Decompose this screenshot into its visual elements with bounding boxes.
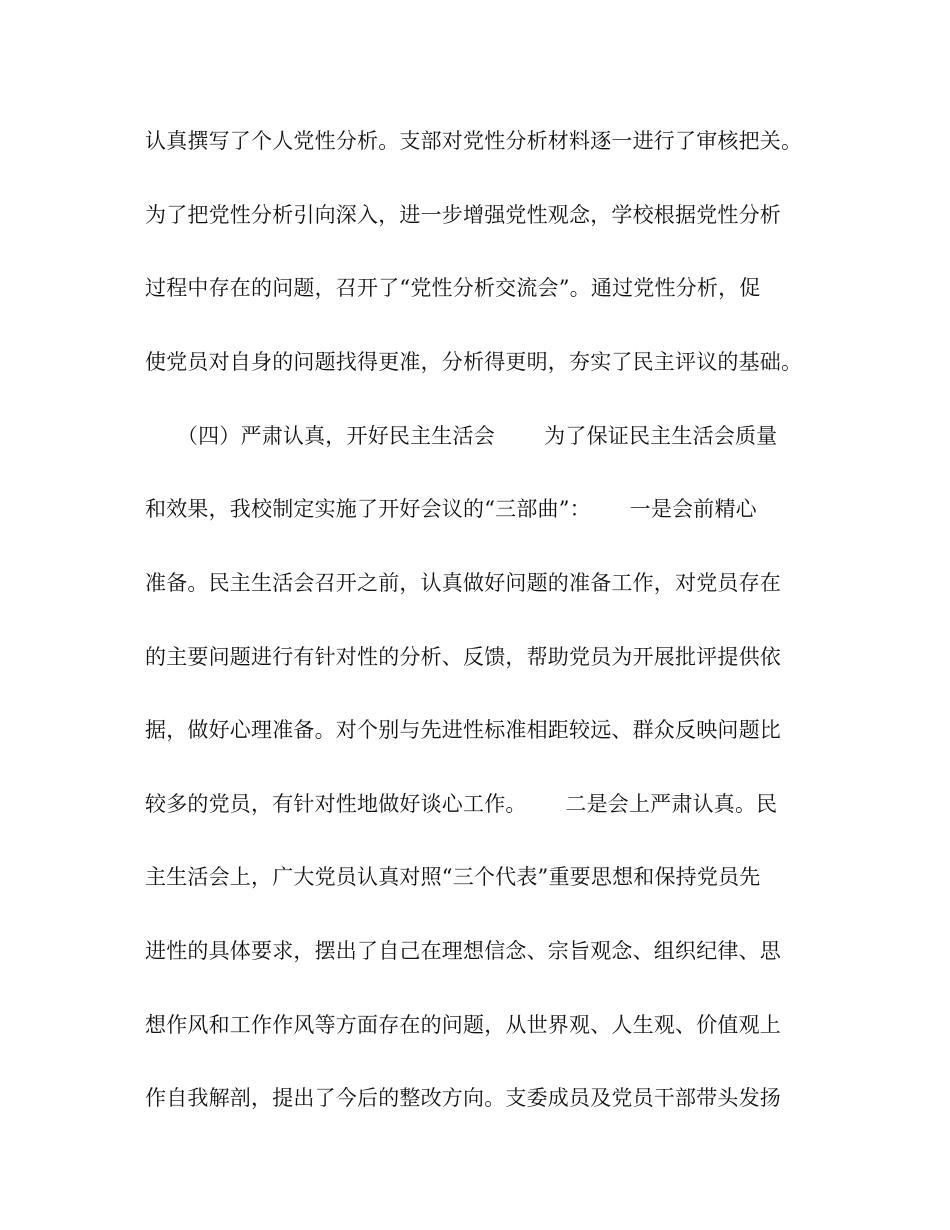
text-line: 的主要问题进行有针对性的分析、反馈，帮助党员为开展批评提供依 — [145, 645, 781, 669]
text-line: 较多的党员，有针对性地做好谈心工作。 二是会上严肃认真。民 — [145, 792, 778, 816]
text-line: 主生活会上，广大党员认真对照“三个代表”重要思想和保持党员先 — [145, 865, 761, 889]
text-line: 为了把党性分析引向深入，进一步增强党性观念，学校根据党性分析 — [145, 203, 781, 227]
text-line: 认真撰写了个人党性分析。支部对党性分析材料逐一进行了审核把关。 — [145, 129, 803, 153]
text-line: 作自我解剖，提出了今后的整改方向。支委成员及党员干部带头发扬 — [145, 1086, 781, 1110]
text-line: 和效果，我校制定实施了开好会议的“三部曲”： 一是会前精心 — [145, 497, 757, 521]
text-line: 准备。民主生活会召开之前，认真做好问题的准备工作，对党员存在 — [145, 571, 781, 595]
text-line: 据，做好心理准备。对个别与先进性标准相距较远、群众反映问题比 — [145, 718, 781, 742]
text-line: 使党员对自身的问题找得更准，分析得更明，夯实了民主评议的基础。 — [145, 350, 803, 374]
text-line: 想作风和工作作风等方面存在的问题，从世界观、人生观、价值观上 — [145, 1013, 781, 1037]
section-heading-line: （四）严肃认真，开好民主生活会 为了保证民主生活会质量 — [145, 424, 778, 448]
text-line: 进性的具体要求，摆出了自己在理想信念、宗旨观念、组织纪律、思 — [145, 939, 781, 963]
text-line: 过程中存在的问题，召开了“党性分析交流会”。通过党性分析，促 — [145, 276, 761, 300]
